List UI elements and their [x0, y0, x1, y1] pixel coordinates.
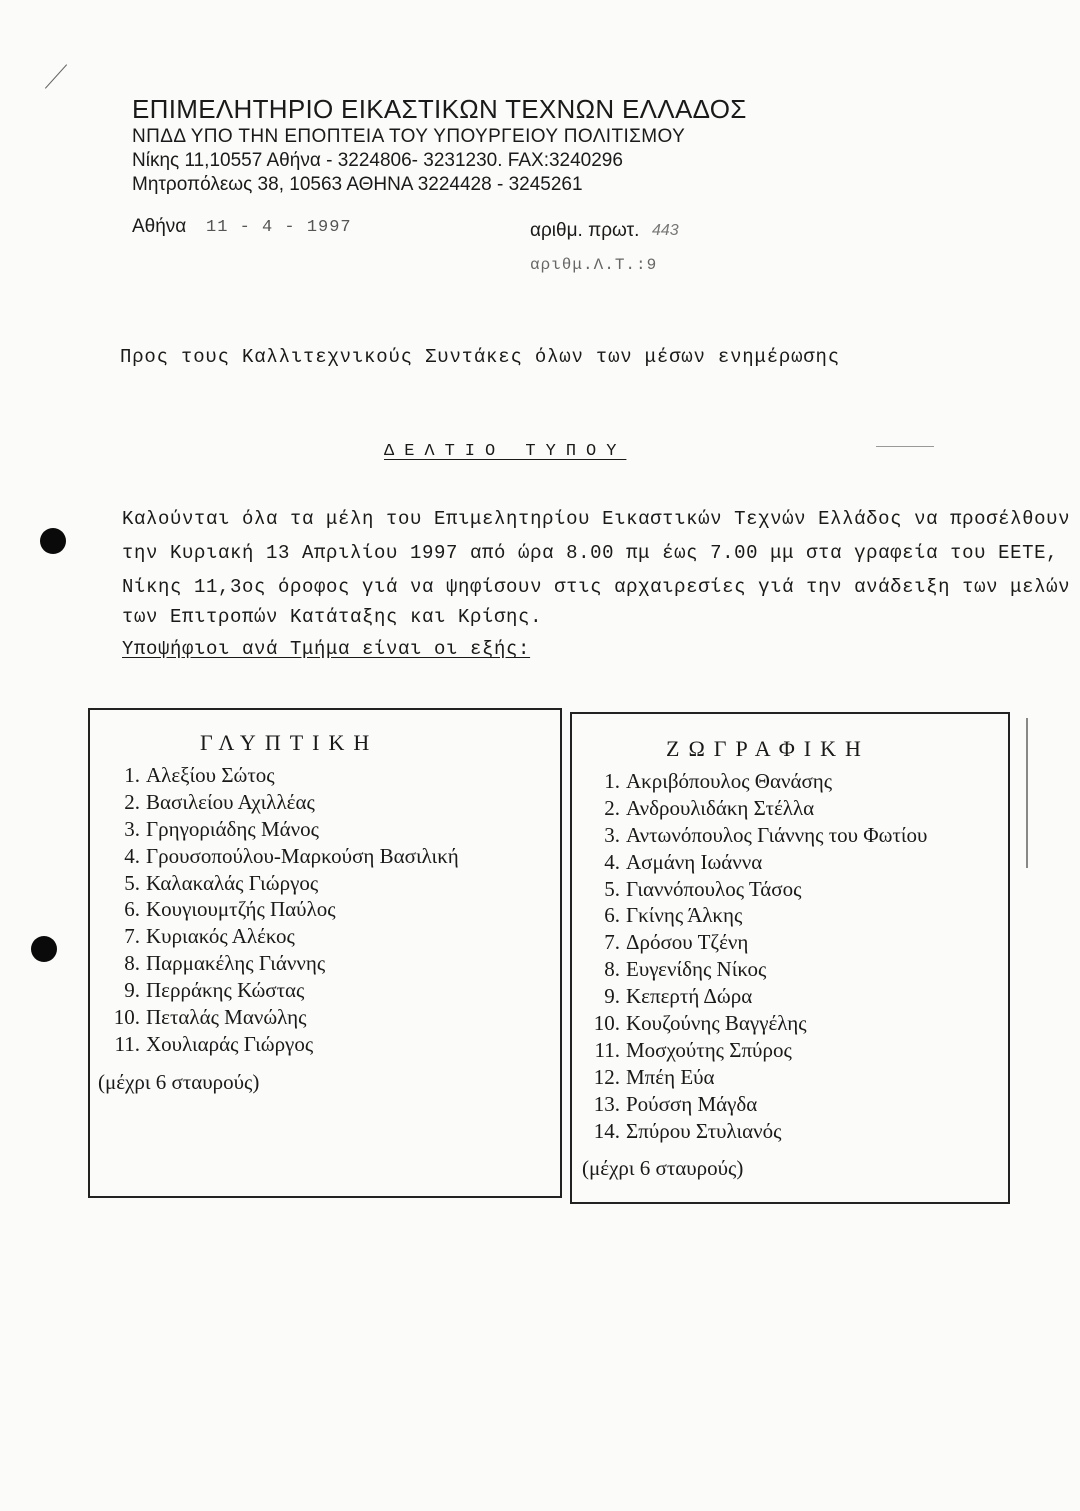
candidate-name: Μοσχούτης Σπύρος	[626, 1037, 792, 1062]
body-line-3: Νίκης 11,3ος όροφος γιά να ψηφίσουν στις αρχαιρεσίες γιά την ανάδειξη των μελών	[122, 576, 1071, 598]
list-item: 4. Γρουσοπούλου-Μαρκούση Βασιλική	[124, 843, 459, 868]
list-item: 3. Αντωνόπουλος Γιάννης του Φωτίου	[604, 822, 928, 847]
list-item: 2. Βασιλείου Αχιλλέας	[124, 789, 315, 814]
candidate-name: Γιαννόπουλος Τάσος	[626, 876, 802, 901]
candidate-name: Μπέη Εύα	[626, 1064, 715, 1089]
candidate-name: Αντωνόπουλος Γιάννης του Φωτίου	[626, 822, 928, 847]
list-item: 13. Ρούσση Μάγδα	[593, 1091, 758, 1116]
scan-mark-dash	[876, 446, 934, 447]
painting-vote-limit: (μέχρι 6 σταυρούς)	[582, 1156, 744, 1180]
painting-candidate-list	[590, 768, 927, 1144]
body-line-2: την Κυριακή 13 Απριλίου 1997 από ώρα 8.00 πμ έως 7.00 μμ στα γραφεία του ΕΕΤΕ,	[122, 542, 1059, 564]
candidate-name: Πεταλάς Μανώλης	[146, 1005, 307, 1030]
candidate-name: Κεπερτή Δώρα	[626, 984, 753, 1009]
protocol-number: 443	[652, 222, 679, 239]
list-item: 4. Ασμάνη Ιωάννα	[604, 849, 763, 874]
candidate-name: Δρόσου Τζένη	[626, 930, 749, 955]
organization-name: ΕΠΙΜΕΛΗΤΗΡΙΟ ΕΙΚΑΣΤΙΚΩΝ ΤΕΧΝΩΝ ΕΛΛΑΔΟΣ	[132, 94, 747, 124]
list-item: 3. Γρηγοριάδης Μάνος	[124, 816, 319, 841]
recipient-line: Προς τους Καλλιτεχνικούς Συντάκες όλων των μέσων ενημέρωσης	[120, 346, 840, 368]
list-item: 7. Δρόσου Τζένη	[604, 930, 749, 955]
list-item: 9. Περράκης Κώστας	[124, 978, 305, 1003]
sculpture-vote-limit: (μέχρι 6 σταυρούς)	[98, 1070, 260, 1094]
address-line-1: Νίκης 11,10557 Αθήνα - 3224806- 3231230. FAX:3240296	[132, 150, 623, 171]
pen-stroke	[45, 64, 67, 88]
candidate-name: Χουλιαράς Γιώργος	[146, 1031, 314, 1056]
list-item: 14. Σπύρου Στυλιανός	[593, 1118, 782, 1143]
candidates-intro: Υποψήφιοι ανά Τμήμα είναι οι εξής:	[122, 638, 531, 660]
list-item: 11. Μοσχούτης Σπύρος	[594, 1037, 792, 1062]
painting-candidates-box	[570, 712, 1010, 1204]
candidate-name: Γρηγοριάδης Μάνος	[146, 816, 319, 841]
candidate-name: Σπύρου Στυλιανός	[626, 1118, 782, 1143]
punch-hole-bottom	[31, 936, 57, 962]
list-item: 10. Πεταλάς Μανώλης	[113, 1005, 307, 1030]
candidate-name: Γκίνης Άλκης	[626, 903, 743, 928]
candidate-name: Κουγιουμτζής Παύλος	[146, 897, 336, 922]
candidate-name: Περράκης Κώστας	[146, 978, 305, 1003]
candidate-name: Βασιλείου Αχιλλέας	[146, 789, 315, 814]
punch-hole-top	[40, 528, 66, 554]
list-item: 9. Κεπερτή Δώρα	[604, 984, 753, 1009]
list-item: 12. Μπέη Εύα	[593, 1064, 715, 1089]
list-item: 11. Χουλιαράς Γιώργος	[114, 1031, 314, 1056]
press-release-title: ΔΕΛΤΙΟ ΤΥΠΟΥ	[384, 442, 627, 461]
body-line-1: Καλούνται όλα τα μέλη του Επιμελητηρίου Εικαστικών Τεχνών Ελλάδος να προσέλθουν	[122, 508, 1071, 530]
list-item: 1. Ακριβόπουλος Θανάσης	[604, 769, 833, 793]
list-item: 2. Ανδρουλιδάκη Στέλλα	[604, 795, 815, 820]
list-item: 10. Κουζούνης Βαγγέλης	[593, 1011, 807, 1036]
sculpture-candidate-list	[110, 762, 459, 1058]
list-item: 6. Κουγιουμτζής Παύλος	[124, 897, 336, 922]
list-item: 7. Κυριακός Αλέκος	[124, 924, 295, 949]
scan-mark-right	[1026, 718, 1028, 868]
candidate-name: Ρούσση Μάγδα	[626, 1091, 758, 1116]
list-item: 5. Γιαννόπουλος Τάσος	[604, 876, 802, 901]
candidate-name: Γρουσοπούλου-Μαρκούση Βασιλική	[146, 843, 459, 868]
protocol-label: αριθμ. πρωτ.	[530, 220, 640, 241]
body-line-4: των Επιτροπών Κατάταξης και Κρίσης.	[122, 606, 543, 628]
city-label: Αθήνα	[132, 216, 187, 237]
candidate-name: Αλεξίου Σώτος	[146, 763, 275, 787]
lt-number: αριθμ.Λ.Τ.:9	[530, 256, 658, 274]
list-item: 8. Ευγενίδης Νίκος	[604, 957, 767, 982]
candidate-name: Παρμακέλης Γιάννης	[146, 951, 326, 976]
candidate-name: Ανδρουλιδάκη Στέλλα	[626, 795, 815, 820]
address-line-2: Μητροπόλεως 38, 10563 ΑΘΗΝΑ 3224428 - 3245261	[132, 174, 583, 195]
supervision-line: ΝΠΔΔ ΥΠΟ ΤΗΝ ΕΠΟΠΤΕΙΑ ΤΟΥ ΥΠΟΥΡΓΕΙΟΥ ΠΟΛΙΤΙΣΜΟΥ	[132, 126, 686, 147]
list-item: 1. Αλεξίου Σώτος	[124, 763, 275, 787]
list-item: 8. Παρμακέλης Γιάννης	[124, 951, 326, 976]
candidate-name: Καλακαλάς Γιώργος	[146, 870, 319, 895]
candidate-name: Κυριακός Αλέκος	[146, 924, 295, 949]
candidate-name: Ασμάνη Ιωάννα	[626, 849, 763, 874]
candidate-name: Ακριβόπουλος Θανάσης	[626, 769, 833, 793]
date-value: 11 - 4 - 1997	[206, 218, 352, 237]
sculpture-title: ΓΛΥΠΤΙΚΗ	[200, 730, 379, 755]
list-item: 5. Καλακαλάς Γιώργος	[124, 870, 319, 895]
candidate-name: Ευγενίδης Νίκος	[626, 957, 767, 982]
painting-title: ΖΩΓΡΑΦΙΚΗ	[666, 736, 870, 761]
candidate-name: Κουζούνης Βαγγέλης	[626, 1011, 807, 1036]
sculpture-candidates-box	[88, 708, 562, 1198]
list-item: 6. Γκίνης Άλκης	[604, 903, 743, 928]
